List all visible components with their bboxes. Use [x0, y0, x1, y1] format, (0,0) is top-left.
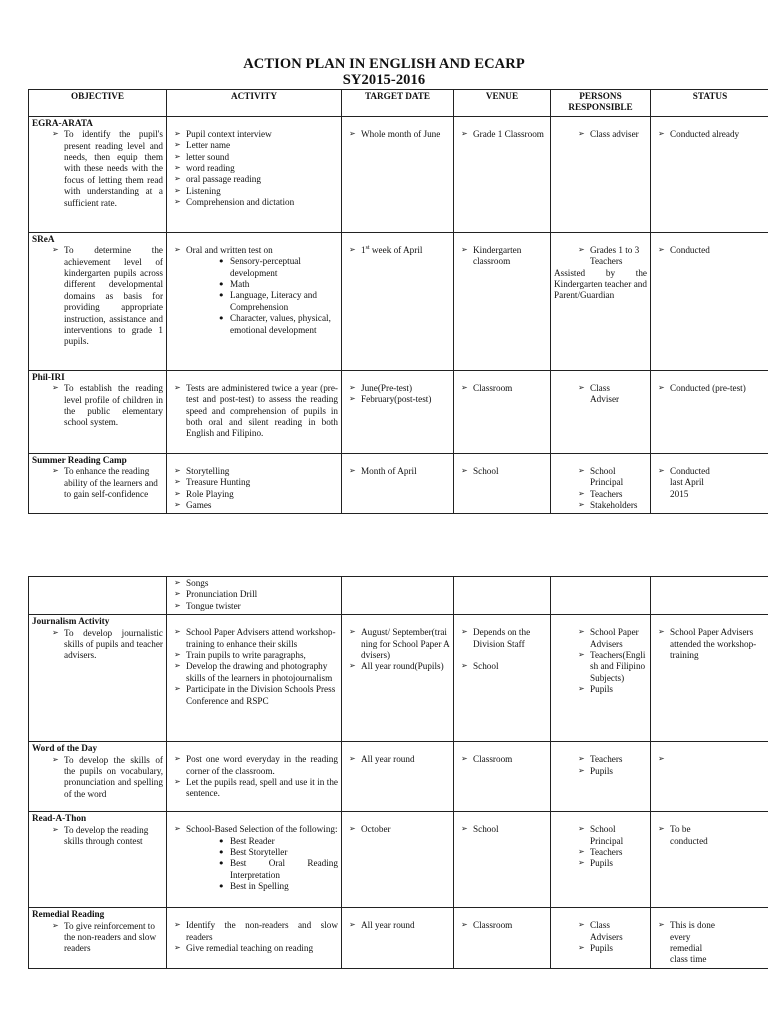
activity-cell — [167, 370, 342, 453]
status: ➢ Conducted last April 2015 — [654, 466, 720, 500]
venue-cell — [454, 116, 551, 232]
list-item: ➢ Treasure Hunting — [170, 477, 338, 488]
person: ➢ School Principal — [574, 466, 630, 489]
header-venue: VENUE — [454, 90, 551, 117]
section-title: Journalism Activity — [32, 616, 110, 627]
activity-cell — [167, 615, 342, 742]
person: ➢ Teachers — [574, 489, 647, 500]
target-date: ➢ February(post-test) — [345, 394, 450, 405]
objective-cell — [29, 577, 167, 615]
list-item: • Best Storyteller — [230, 847, 338, 858]
activity-cell — [167, 742, 342, 812]
venue-cell — [454, 453, 551, 514]
status: ➢ Conducted (pre-test) — [654, 383, 766, 394]
status: ➢ To be conducted — [654, 824, 720, 847]
persons-cell — [551, 116, 651, 232]
list-item: ➢ Participate in the Division Schools Press Conference and RSPC — [170, 684, 338, 707]
list-item: ➢ Develop the drawing and photography skills of the learners in photojournalism — [170, 661, 338, 684]
section-title: Read-A-Thon — [32, 813, 87, 824]
status-cell — [651, 370, 768, 453]
school-year: SY2015-2016 — [342, 72, 426, 88]
list-item: ➢ Train pupils to write paragraphs, — [170, 650, 338, 661]
status: ➢ Conducted already — [654, 129, 766, 140]
objective-text: ➢ To enhance the reading ability of the learners and to gain self-confidence — [32, 466, 163, 500]
persons-cell — [551, 615, 651, 742]
section-title: Summer Reading Camp — [32, 454, 127, 465]
section-title: Word of the Day — [32, 743, 98, 754]
person: ➢ Class Adviser — [574, 383, 630, 406]
list-item: ➢ Oral and written test on — [170, 245, 338, 256]
person: ➢ Teachers — [574, 847, 647, 858]
list-item: • Character, values, physical, emotional development — [230, 313, 338, 336]
document-title: ACTION PLAN IN ENGLISH AND ECARP — [243, 56, 525, 72]
target-date: ➢ All year round — [345, 754, 450, 765]
target-date: ➢ October — [345, 824, 450, 835]
venue: ➢ School — [457, 824, 547, 835]
list-item: ➢ Let the pupils read, spell and use it in the sentence. — [170, 777, 338, 800]
list-item: • Math — [230, 279, 338, 290]
table-row-summer-continued — [29, 577, 768, 615]
person: ➢ Pupils — [574, 858, 647, 869]
target-date-cell — [342, 908, 454, 969]
objective-cell — [29, 812, 167, 908]
list-item: ➢ Listening — [170, 186, 338, 197]
venue: ➢ Kindergarten classroom — [457, 245, 547, 268]
objective-text: ➢ To give reinforcement to the non-readers and slow readers — [32, 921, 163, 955]
person: ➢ Stakeholders — [574, 500, 647, 511]
table-row-remedial-reading — [29, 908, 768, 969]
table-row-egra — [29, 116, 768, 232]
action-plan-table-page2 — [28, 576, 768, 969]
objective-text: ➢ To establish the reading level profile of children in the public elementary school system. — [32, 383, 163, 429]
list-item: ➢ Games — [170, 500, 338, 511]
target-date-cell — [342, 116, 454, 232]
status-cell — [651, 453, 768, 514]
persons-note: Assisted by the Kindergarten teacher and Parent/Guardian — [554, 267, 647, 301]
target-date: ➢ All year round(Pupils) — [345, 661, 450, 672]
list-item: • Best Reader — [230, 836, 338, 847]
list-item: ➢ word reading — [170, 163, 338, 174]
list-item: ➢ Pupil context interview — [170, 129, 338, 140]
objective-cell — [29, 232, 167, 370]
target-date-cell — [342, 742, 454, 812]
status-empty-bullet — [654, 754, 766, 765]
header-objective: OBJECTIVE — [29, 90, 167, 117]
venue-cell — [454, 370, 551, 453]
header-activity: ACTIVITY — [167, 90, 342, 117]
objective-cell — [29, 615, 167, 742]
persons-cell — [551, 232, 651, 370]
person: ➢ Teachers — [574, 754, 647, 765]
objective-cell — [29, 908, 167, 969]
status: ➢ Conducted — [654, 245, 766, 256]
list-item: ➢ oral passage reading — [170, 174, 338, 185]
list-item: ➢ Role Playing — [170, 489, 338, 500]
target-date: ➢ June(Pre-test) — [345, 383, 450, 394]
status-cell — [651, 908, 768, 969]
person: ➢ Pupils — [574, 943, 647, 954]
status-cell — [651, 812, 768, 908]
list-item: • Sensory-perceptual development — [230, 256, 338, 279]
status-cell — [651, 116, 768, 232]
status: ➢ School Paper Advisers attended the workshop-training — [654, 627, 766, 661]
list-item: ➢ Give remedial teaching on reading — [170, 943, 338, 954]
list-item: ➢ Tongue twister — [170, 601, 338, 612]
venue-cell — [454, 742, 551, 812]
venue: ➢ School — [457, 466, 547, 477]
activity-cell — [167, 232, 342, 370]
objective-cell — [29, 742, 167, 812]
venue: ➢ Classroom — [457, 383, 547, 394]
target-date: ➢ 1st week of April — [345, 245, 450, 256]
target-date-cell — [342, 232, 454, 370]
venue: ➢ Depends on the Division Staff — [457, 627, 547, 650]
list-item: • Best Oral Reading Interpretation — [230, 858, 338, 881]
status: ➢ This is done every remedial class time — [654, 920, 722, 966]
target-date-cell — [342, 370, 454, 453]
header-status: STATUS — [651, 90, 768, 117]
status-cell — [651, 232, 768, 370]
table-row-journalism — [29, 615, 768, 742]
persons-cell — [551, 908, 651, 969]
activity-cell — [167, 116, 342, 232]
list-item: ➢ Songs — [170, 578, 338, 589]
target-date: ➢ All year round — [345, 920, 450, 931]
header-row — [29, 90, 768, 117]
venue-cell — [454, 908, 551, 969]
status-cell — [651, 742, 768, 812]
table-row-read-a-thon — [29, 812, 768, 908]
venue-cell — [454, 232, 551, 370]
list-item: ➢ Comprehension and dictation — [170, 197, 338, 208]
objective-text: ➢ To develop the skills of the pupils on vocabulary, pronunciation and spelling of the word — [32, 755, 163, 801]
target-date: ➢ Month of April — [345, 466, 450, 477]
target-date-cell — [342, 812, 454, 908]
venue: ➢ Classroom — [457, 754, 547, 765]
person: ➢ Teachers(English and Filipino Subjects) — [574, 650, 646, 684]
header-persons-responsible: PERSONS RESPONSIBLE — [551, 90, 651, 117]
list-item: ➢ Pronunciation Drill — [170, 589, 338, 600]
venue-cell — [454, 812, 551, 908]
venue: ➢ School — [457, 661, 547, 672]
objective-text: ➢ To develop the reading skills through contest — [32, 825, 163, 848]
venue: ➢ Classroom — [457, 920, 547, 931]
person: ➢ Class adviser — [574, 129, 647, 140]
person: ➢ Grades 1 to 3 Teachers — [574, 245, 647, 268]
persons-cell — [551, 453, 651, 514]
list-item: ➢ School-Based Selection of the following: — [170, 824, 338, 835]
target-date-cell — [342, 615, 454, 742]
list-item: ➢ Letter name — [170, 140, 338, 151]
section-title: Remedial Reading — [32, 909, 105, 920]
target-date: ➢ August/ September(training for School Paper Advisers) — [345, 627, 450, 661]
person: ➢ Class Advisers — [574, 920, 638, 943]
objective-text: ➢ To identify the pupil's present reading level and needs, then equip them with these needs with the focus of letting them read with understanding at a sufficient rate. — [32, 129, 163, 209]
header-target-date: TARGET DATE — [342, 90, 454, 117]
table-row-summer-reading-camp — [29, 453, 768, 514]
list-item: ➢ Tests are administered twice a year (pre-test and post-test) to assess the reading speed and comprehension of pupils in both oral and silent reading in both English and Filipino. — [170, 383, 338, 440]
person: ➢ Pupils — [574, 684, 647, 695]
venue-cell — [454, 615, 551, 742]
objective-cell — [29, 370, 167, 453]
objective-cell — [29, 116, 167, 232]
table-row-word-of-the-day — [29, 742, 768, 812]
list-item: ➢ letter sound — [170, 152, 338, 163]
activity-cell — [167, 453, 342, 514]
activity-cell — [167, 812, 342, 908]
list-item: ➢ Storytelling — [170, 466, 338, 477]
section-title: SReA — [32, 233, 55, 244]
venue: ➢ Grade 1 Classroom — [457, 129, 547, 140]
objective-text: ➢ To develop journalistic skills of pupils and teacher advisers. — [32, 628, 163, 662]
list-item: ➢ Identify the non-readers and slow readers — [170, 920, 338, 943]
activity-cell — [167, 577, 342, 615]
objective-text: ➢ To determine the achievement level of kindergarten pupils across different developmental domains as basis for providing appropriate instruction, assistance and interventions to grade 1 pupils. — [32, 245, 163, 348]
table-row-phil-iri — [29, 370, 768, 453]
activity-cell — [167, 908, 342, 969]
section-title: EGRA-ARATA — [32, 117, 93, 128]
action-plan-table-page1 — [28, 89, 768, 514]
persons-cell — [551, 812, 651, 908]
target-date-cell — [342, 453, 454, 514]
list-item: ➢ School Paper Advisers attend workshop-training to enhance their skills — [170, 627, 338, 650]
list-item: • Best in Spelling — [230, 881, 338, 892]
section-title: Phil-IRI — [32, 371, 65, 382]
person: ➢ School Principal — [574, 824, 630, 847]
list-item: ➢ Post one word everyday in the reading corner of the classroom. — [170, 754, 338, 777]
table-row-srea — [29, 232, 768, 370]
person: ➢ School Paper Advisers — [574, 627, 646, 650]
objective-cell — [29, 453, 167, 514]
list-item: • Language, Literacy and Comprehension — [230, 290, 338, 313]
status-cell — [651, 615, 768, 742]
persons-cell — [551, 370, 651, 453]
persons-cell — [551, 742, 651, 812]
person: ➢ Pupils — [574, 766, 647, 777]
target-date: ➢ Whole month of June — [345, 129, 450, 140]
